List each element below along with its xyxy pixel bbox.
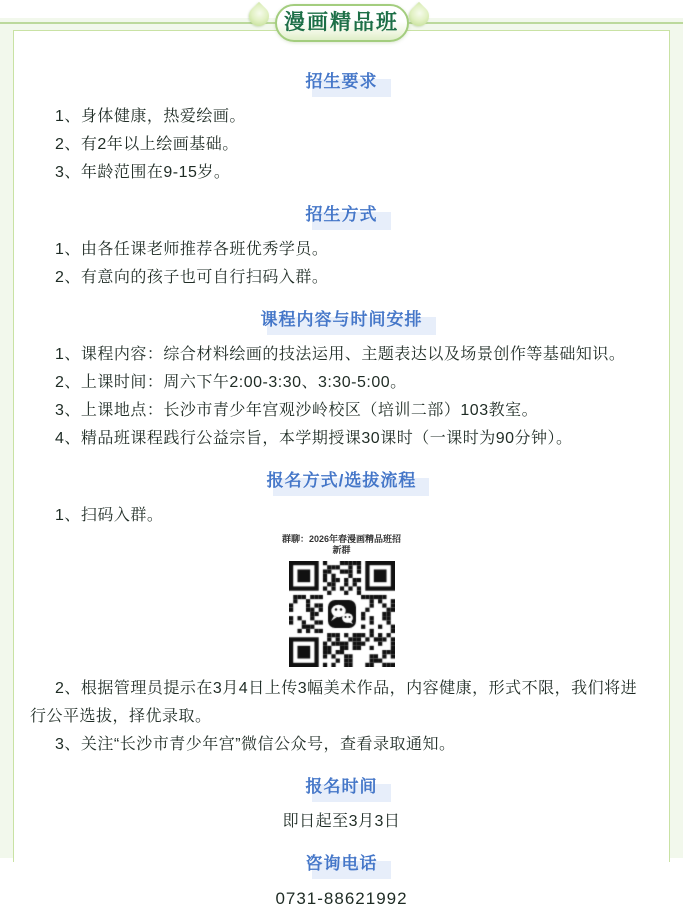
qr-code-block bbox=[30, 534, 653, 667]
header-band bbox=[0, 0, 683, 50]
list-item: 1、由各任课老师推荐各班优秀学员。 bbox=[55, 241, 329, 258]
list-item: 2、有意向的孩子也可自行扫码入群。 bbox=[55, 269, 329, 286]
section-heading-requirements bbox=[30, 67, 653, 92]
list-item: 2、有2年以上绘画基础。 bbox=[55, 136, 239, 153]
wechat-group-qr-code bbox=[289, 561, 395, 667]
water-drop-icon bbox=[405, 2, 433, 30]
list-item: 4、精品班课程践行公益宗旨，本学期授课30课时（一课时为90分钟）。 bbox=[55, 430, 573, 447]
qr-caption-line1: 群聊：2026年春漫画精品班招 bbox=[281, 534, 402, 544]
page-title: 漫画精品班 bbox=[284, 11, 399, 34]
heading-text: 咨询电话 bbox=[305, 854, 378, 873]
content-panel bbox=[13, 30, 670, 908]
heading-text: 招生要求 bbox=[305, 72, 378, 91]
qr-caption-line2: 新群 bbox=[332, 545, 351, 555]
heading-text: 报名时间 bbox=[305, 777, 378, 796]
list-item: 1、扫码入群。 bbox=[55, 507, 164, 524]
section-heading-course bbox=[30, 305, 653, 330]
list-item: 3、年龄范围在9-15岁。 bbox=[55, 164, 231, 181]
list-item: 1、课程内容：综合材料绘画的技法运用、主题表达以及场景创作等基础知识。 bbox=[55, 346, 626, 363]
heading-text: 课程内容与时间安排 bbox=[260, 310, 423, 329]
signup-time-value: 即日起至3月3日 bbox=[282, 813, 401, 830]
list-item: 3、上课地点：长沙市青少年宫观沙岭校区（培训二部）103教室。 bbox=[55, 402, 539, 419]
phone-number: 0731-88621992 bbox=[275, 889, 408, 908]
list-item: 3、关注“长沙市青少年宫”微信公众号，查看录取通知。 bbox=[55, 736, 456, 753]
heading-text: 报名方式/选拔流程 bbox=[266, 471, 417, 490]
list-item: 2、根据管理员提示在3月4日上传3幅美术作品，内容健康，形式不限，我们将进行公平选拔，择优录取。 bbox=[30, 680, 638, 725]
list-item: 1、身体健康，热爱绘画。 bbox=[55, 108, 246, 125]
section-heading-time bbox=[30, 772, 653, 797]
section-heading-signup bbox=[30, 466, 653, 491]
section-heading-method bbox=[30, 200, 653, 225]
water-drop-icon bbox=[245, 2, 273, 30]
qr-caption bbox=[30, 534, 653, 556]
list-item: 2、上课时间：周六下午2:00-3:30、3:30-5:00。 bbox=[55, 374, 407, 391]
heading-text: 招生方式 bbox=[305, 205, 378, 224]
section-heading-phone bbox=[30, 849, 653, 874]
page-title-badge bbox=[275, 4, 409, 42]
content-area bbox=[14, 31, 669, 913]
